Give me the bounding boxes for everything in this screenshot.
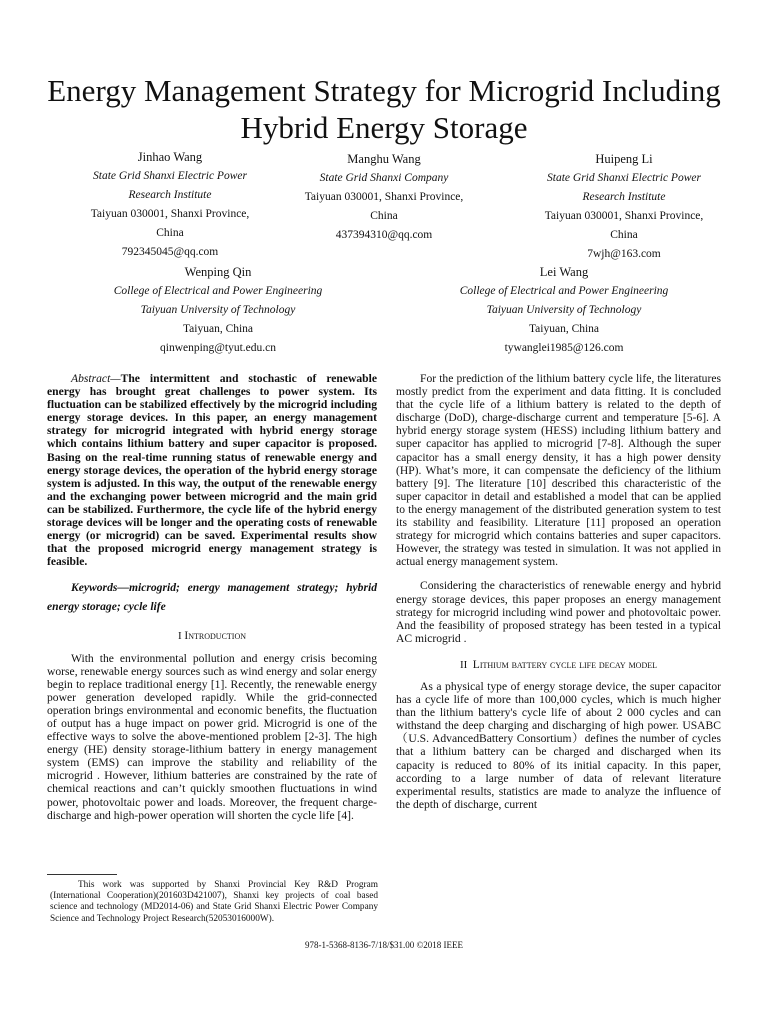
author-affiliation: State Grid Shanxi Electric Power bbox=[93, 170, 247, 182]
author-email: 7wjh@163.com bbox=[587, 248, 661, 260]
author-affiliation: Taiyuan University of Technology bbox=[140, 304, 296, 316]
section-number: I bbox=[177, 630, 182, 643]
body-paragraph: For the prediction of the lithium battery cycle life, the literatures mostly predict from the experiment and data fitting. It is concluded that the cycle life of a lithium battery is related to the depth of discharge (DoD), charge-discharge current and temperature [5-6]. A hybrid energy storage system (HESS) including lithium battery and super capacitor has applied to microgrid [7-8]. Although the super capacitor has a small energy density, it has a high power density (HP). What’s more, it can compensate the deficiency of the lithium battery [9]. The literature [10] described this characteristic of the super capacitor in detail and established a model that can be applied to the energy management of the distributed generation system to test its stability and feasibility. Literature [11] proposed an operation strategy for microgrid which contains batteries and super capacitors. However, the strategy was tested in simulation. It was not applied in actual energy management system. bbox=[396, 372, 721, 569]
author-affiliation: Research Institute bbox=[128, 189, 212, 201]
left-column bbox=[47, 372, 377, 822]
author-block bbox=[414, 263, 714, 358]
paper-title: Energy Management Strategy for Microgrid Including Hybrid Energy Storage bbox=[47, 73, 721, 145]
author-address: China bbox=[156, 227, 184, 239]
author-address: Taiyuan 030001, Shanxi Province, bbox=[90, 208, 250, 220]
author-affiliation: College of Electrical and Power Engineering bbox=[113, 285, 323, 297]
abstract-dash: — bbox=[110, 372, 121, 385]
author-name: Huipeng Li bbox=[595, 152, 653, 166]
abstract-label: Abstract bbox=[71, 372, 111, 385]
author-affiliation: College of Electrical and Power Engineering bbox=[459, 285, 669, 297]
author-address: Taiyuan, China bbox=[528, 323, 600, 335]
section-heading bbox=[396, 659, 721, 672]
author-email: 437394310@qq.com bbox=[335, 229, 433, 241]
keywords-label: Keywords— bbox=[71, 581, 129, 595]
author-block bbox=[68, 263, 368, 358]
author-address: Taiyuan, China bbox=[182, 323, 254, 335]
footnote-rule bbox=[47, 874, 117, 875]
author-email: 792345045@qq.com bbox=[121, 246, 219, 258]
author-affiliation: State Grid Shanxi Company bbox=[319, 172, 449, 184]
author-block bbox=[254, 150, 514, 245]
right-column bbox=[396, 372, 721, 811]
section-number: II bbox=[459, 658, 468, 671]
author-name: Manghu Wang bbox=[347, 152, 421, 166]
section-title: Lithium battery cycle life decay model bbox=[472, 658, 658, 671]
section-heading bbox=[47, 630, 377, 643]
keywords bbox=[47, 578, 377, 616]
author-name: Jinhao Wang bbox=[137, 150, 203, 164]
section-title: Introduction bbox=[184, 630, 247, 643]
body-paragraph: As a physical type of energy storage device, the super capacitor has a cycle life of more than 100,000 cycles, which is much higher than the lithium battery's cycle life of about 2 000 cycles and can withstand the deep charging and discharging of high power. USABC（U.S. AdvancedBattery Consortium）defines the number of cycles that a lithium battery can be charged and discharged when its capacity is reduced to 80% of its initial capacity. In this paper, according to a large number of data of relevant literature experimental results, statistics are made to analyze the influence of the depth of discharge, current bbox=[396, 679, 721, 811]
author-address: China bbox=[370, 210, 398, 222]
author-name: Lei Wang bbox=[539, 265, 589, 279]
author-address: Taiyuan 030001, Shanxi Province, bbox=[304, 191, 464, 203]
page-footer: 978-1-5368-8136-7/18/$31.00 ©2018 IEEE bbox=[304, 940, 464, 950]
keywords-text: microgrid; energy management strategy; hybrid energy storage; cycle life bbox=[47, 581, 377, 614]
body-paragraph: With the environmental pollution and energy crisis becoming worse, renewable energy sources such as wind energy and solar energy begin to replace traditional energy [1]. Recently, the renewable energy power generation developed rapidly. While the grid-connected operation brings environmental and economic benefits, the fluctuation of output has a huge impact on power grid. Microgrid is one of the effective ways to solve the above-mentioned problem [2-3]. The high energy (HE) density storage-lithium battery in energy management system (EMS) can improve the stability and reliability of the microgrid . However, lithium batteries are constrained by the rate of chemical reactions and can’t quickly smoothen fluctuations in wind power, photovoltaic power and loads. Moreover, the frequent charge-discharge and high-power operation will shorten the cycle life [4]. bbox=[47, 651, 377, 822]
footnote: This work was supported by Shanxi Provincial Key R&D Program (International Cooperation)(201603D421007), Shanxi key projects of coal based science and technology (MD2014-06) and State Grid Shanxi Electric Power Company Science and Technology Project Research(52053016000W). bbox=[50, 880, 378, 924]
author-affiliation: State Grid Shanxi Electric Power bbox=[547, 172, 701, 184]
author-address: China bbox=[610, 229, 638, 241]
body-paragraph: Considering the characteristics of renewable energy and hybrid energy storage devices, this paper proposes an energy management strategy for microgrid including wind power and photovoltaic power. And the feasibility of proposed strategy has been tested in a typical AC microgrid . bbox=[396, 579, 721, 645]
abstract-text: The intermittent and stochastic of renewable energy has brought great challenges to power system. Its fluctuation can be stabilized effectively by the microgrid including energy storage devices. In this paper, an energy management strategy for microgrid integrated with hybrid energy storage which contains lithium battery and super capacitor is proposed. Basing on the real-time running status of renewable energy and energy storage devices, the operation of the hybrid energy storage system is adjusted. In this way, the output of the renewable energy and the exchanging power between microgrid and the main grid can be stabilized. Furthermore, the cycle life of the hybrid energy storage devices will be longer and the operating costs of renewable energy (or microgrid) can be saved. Experimental results show that the proposed microgrid energy management strategy is feasible. bbox=[47, 372, 377, 569]
author-affiliation: Research Institute bbox=[582, 191, 666, 203]
author-email: tywanglei1985@126.com bbox=[504, 342, 624, 354]
author-email: qinwenping@tyut.edu.cn bbox=[160, 342, 276, 354]
author-affiliation: Taiyuan University of Technology bbox=[486, 304, 642, 316]
author-address: Taiyuan 030001, Shanxi Province, bbox=[544, 210, 704, 222]
abstract bbox=[47, 372, 377, 568]
author-name: Wenping Qin bbox=[184, 265, 252, 279]
author-block bbox=[494, 150, 754, 264]
